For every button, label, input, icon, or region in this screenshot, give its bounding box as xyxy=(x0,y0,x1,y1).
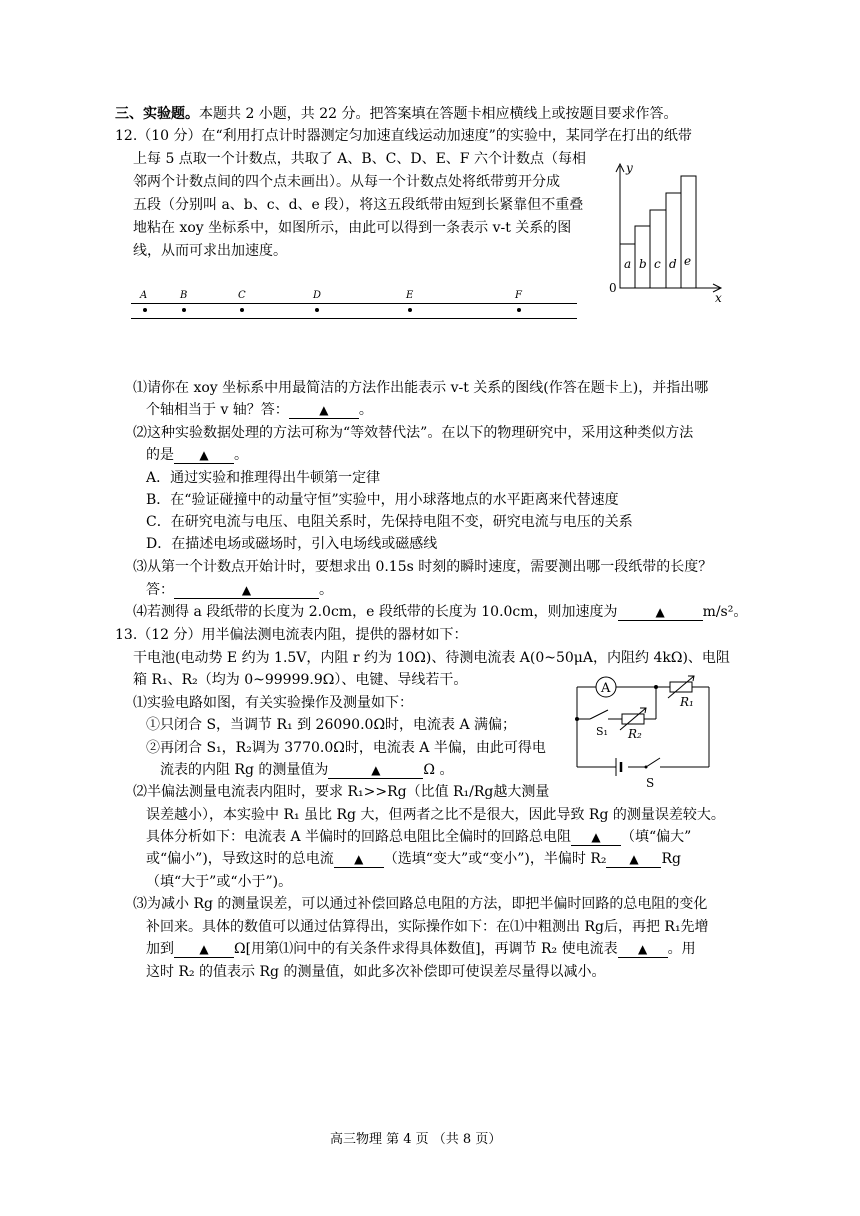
q12-p4 xyxy=(133,602,747,622)
section-desc: 本题共 2 小题，共 22 分。把答案填在答题卡相应横线上或按题目要求作答。 xyxy=(199,106,678,122)
s-label: S xyxy=(646,776,655,790)
answer-blank[interactable]: ▲ xyxy=(334,852,384,868)
answer-blank[interactable]: ▲ xyxy=(618,605,703,621)
q13-p2-e: （填“大于”或“小于”)。 xyxy=(146,874,293,890)
strip-d: d xyxy=(669,257,677,271)
q12-p4-text: ⑷若测得 a 段纸带的长度为 2.0cm，e 段纸带的长度为 10.0cm，则加速度为 xyxy=(133,604,618,620)
q12-p1-b-text: 个轴相当于 v 轴？答： xyxy=(146,402,289,418)
tape-label-d: D xyxy=(313,290,322,301)
answer-blank[interactable]: ▲ xyxy=(606,852,661,868)
tape-dot xyxy=(182,308,186,312)
q12-intro-4: 地粘在 xoy 坐标系中，如图所示，由此可以得到一条表示 v-t 关系的图 xyxy=(133,220,572,236)
period: 。 xyxy=(319,582,333,598)
q13-p1-s3-text: 流表的内阻 Rg 的测量值为 xyxy=(160,762,329,778)
q13-p2-b: 误差越小），本实验中 R₁ 虽比 Rg 大，但两者之比不是很大，因此导致 Rg 的测量误差较大。 xyxy=(146,807,725,823)
strip-b: b xyxy=(639,257,647,271)
q13-p3-c xyxy=(146,939,696,959)
q13-p3-d: 这时 R₂ 的值表示 Rg 的测量值，如此多次补偿即可使误差尽量得以减小。 xyxy=(146,964,606,980)
q12-p2-a: ⑵这种实验数据处理的方法可称为“等效替代法”。在以下的物理研究中，采用这种类似方法 xyxy=(133,425,694,441)
q13-p3-c2: Ω[用第⑴问中的有关条件求得具体数值]，再调节 R₂ 使电流表 xyxy=(234,941,618,957)
tape-dot xyxy=(240,308,244,312)
r2-label: R₂ xyxy=(628,727,642,741)
tape-dot xyxy=(517,308,521,312)
q12-intro-1: 上每 5 点取一个计数点，共取了 A、B、C、D、E、F 六个计数点（每相 xyxy=(133,151,586,167)
tape-dot xyxy=(315,308,319,312)
period: 。 xyxy=(358,402,373,418)
q12-intro-2: 邻两个计数点间的四个点未画出）。从每一个计数点处将纸带剪开分成 xyxy=(133,174,560,190)
q13-p1-s1: ①只闭合 S，当调节 R₁ 到 26090.0Ω时，电流表 A 满偏； xyxy=(146,717,517,733)
q12-p1-a: ⑴请你在 xoy 坐标系中用最简洁的方法作出能表示 v-t 关系的图线(作答在题卡上)，并指出哪 xyxy=(133,380,709,396)
option-a: A．通过实验和推理得出牛顿第一定律 xyxy=(146,470,381,486)
q13-p2-d1: 或“偏小”)，导致这时的总电流 xyxy=(146,851,334,867)
graph-origin: 0 xyxy=(609,281,617,295)
option-c: C．在研究电流与电压、电阻关系时，先保持电阻不变，研究电流与电压的关系 xyxy=(146,514,633,530)
q13-p3-b: 补回来。具体的数值可以通过估算得出，实际操作如下：在⑴中粗测出 Rg后，再把 R₁先增 xyxy=(146,919,709,935)
graph-x-label: x xyxy=(715,291,722,305)
q13-p2-d3: Rg xyxy=(661,851,681,867)
unit: m/s²。 xyxy=(702,604,748,620)
tape-dot xyxy=(143,308,147,312)
q13-p1-head: ⑴实验电路如图，有关实验操作及测量如下： xyxy=(133,695,413,711)
q12-intro-5: 线，从而可求出加速度。 xyxy=(133,243,287,259)
q12-p3-b-text: 答： xyxy=(146,582,174,598)
period: 。 xyxy=(234,447,248,463)
strip-e: e xyxy=(684,254,692,268)
q13-p3-a: ⑶为减小 Rg 的测量误差，可以通过补偿回路总电阻的方法，即把半偏时回路的总电阻的变化 xyxy=(133,896,708,912)
q13-head: 13.（12 分）用半偏法测电流表内阻，提供的器材如下： xyxy=(115,627,468,643)
q12-p1-b xyxy=(146,400,373,420)
graph-y-label: y xyxy=(626,161,633,175)
option-b: B．在“验证碰撞中的动量守恒”实验中，用小球落地点的水平距离来代替速度 xyxy=(146,492,619,508)
strip-graph xyxy=(605,158,735,306)
q12-head: 12.（10 分）在“利用打点计时器测定匀加速直线运动加速度”的实验中，某同学在打出的纸带 xyxy=(115,128,692,144)
answer-blank[interactable]: ▲ xyxy=(618,942,668,958)
option-d: D．在描述电场或磁场时，引入电场线或磁感线 xyxy=(146,536,438,552)
q13-p2-c2: （填“偏大” xyxy=(621,829,692,845)
answer-blank[interactable]: ▲ xyxy=(289,403,359,419)
q13-l2: 箱 R₁、R₂（均为 0~99999.9Ω）、电键、导线若干。 xyxy=(133,672,468,688)
q13-p1-s3 xyxy=(160,760,453,780)
answer-blank[interactable]: ▲ xyxy=(174,583,319,599)
tape-label-b: B xyxy=(180,290,188,301)
q13-p2-a: ⑵半偏法测量电流表内阻时，要求 R₁>>Rg（比值 R₁/Rg越大测量 xyxy=(133,784,550,800)
q12-p2-b xyxy=(146,445,248,465)
q13-l1: 干电池(电动势 E 约为 1.5V，内阻 r 约为 10Ω)、待测电流表 A(0~50μA，内阻约 4kΩ)、电阻 xyxy=(133,650,730,666)
ammeter-label: A xyxy=(601,681,611,696)
q13-p2-d xyxy=(146,849,681,869)
q12-p3-a: ⑶从第一个计数点开始计时，要想求出 0.15s 时刻的瞬时速度，需要测出哪一段纸带的长度？ xyxy=(133,559,713,575)
circuit-diagram xyxy=(568,672,718,792)
answer-blank[interactable]: ▲ xyxy=(328,763,423,779)
answer-blank[interactable]: ▲ xyxy=(571,830,621,846)
section-header xyxy=(115,104,678,124)
section-title: 三、实验题。 xyxy=(115,106,199,122)
q13-p2-d2: （选填“变大”或“变小”)，半偏时 R₂ xyxy=(383,851,607,867)
s1-label: S₁ xyxy=(596,725,608,738)
strip-a: a xyxy=(624,257,632,271)
answer-blank[interactable]: ▲ xyxy=(174,942,234,958)
tape-label-f: F xyxy=(515,290,522,301)
q13-p3-c1: 加到 xyxy=(146,941,174,957)
tape-label-c: C xyxy=(238,290,246,301)
q13-p3-c3: 。用 xyxy=(667,941,696,957)
tape-label-e: E xyxy=(406,290,414,301)
q12-p3-b xyxy=(146,580,333,600)
unit: Ω 。 xyxy=(423,762,454,778)
r1-label: R₁ xyxy=(680,695,694,709)
q12-intro-3: 五段（分别叫 a、b、c、d、e 段），将这五段纸带由短到长紧靠但不重叠 xyxy=(133,197,584,213)
q12-p2-b-text: 的是 xyxy=(146,447,174,463)
answer-blank[interactable]: ▲ xyxy=(174,448,234,464)
strip-c: c xyxy=(654,257,661,271)
page-footer: 高三物理 第 4 页 （共 8 页） xyxy=(330,1132,502,1147)
q13-p2-c1: 具体分析如下：电流表 A 半偏时的回路总电阻比全偏时的回路总电阻 xyxy=(146,829,572,845)
tape-label-a: A xyxy=(140,290,148,301)
q13-p2-c xyxy=(146,827,691,847)
tape-dot xyxy=(408,308,412,312)
q13-p1-s2: ②再闭合 S₁，R₂调为 3770.0Ω时，电流表 A 半偏，由此可得电 xyxy=(146,740,546,756)
